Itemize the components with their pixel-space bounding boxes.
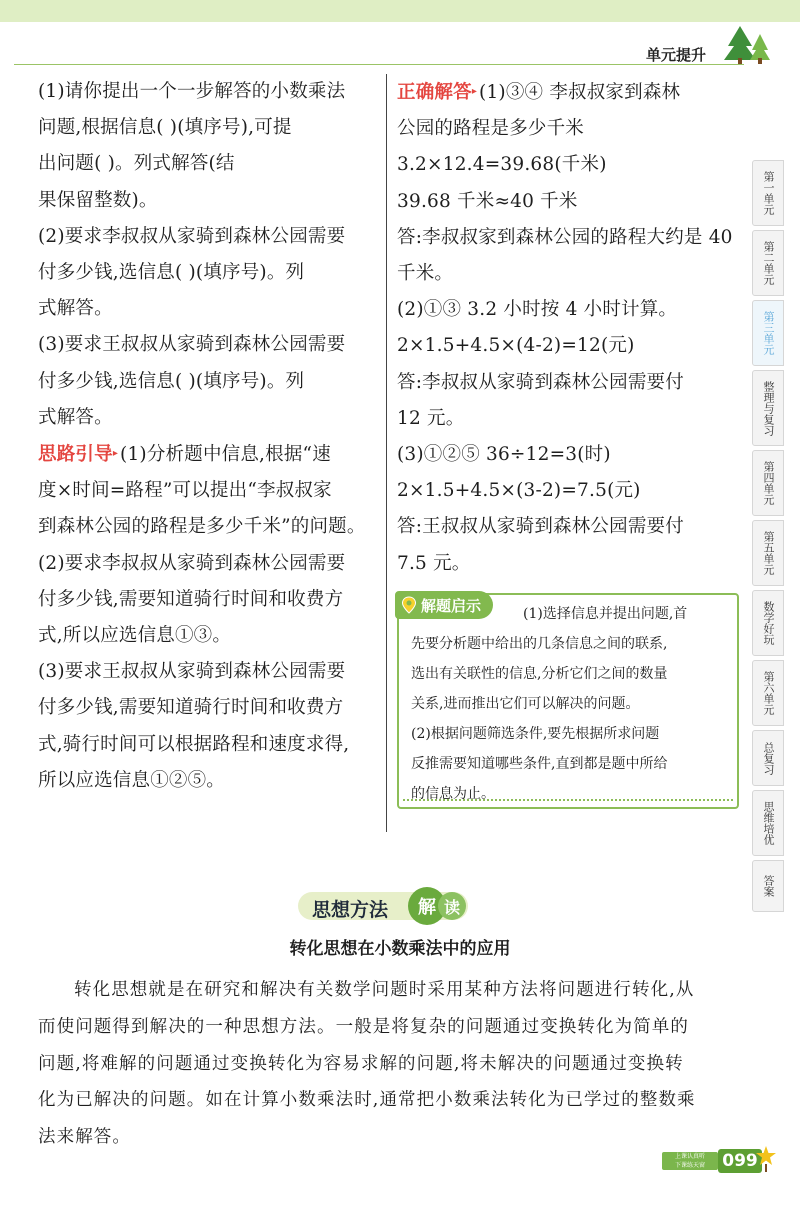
tips-line: 反推需要知道哪些条件,直到都是题中所给	[411, 756, 668, 772]
hint-label: 思路引导	[38, 444, 113, 466]
answer-text: (1)③④ 李叔叔家到森林	[479, 82, 681, 103]
paragraph-line: 化为已解决的问题。如在计算小数乘法时,通常把小数乘法转化为已学过的整数乘	[38, 1090, 696, 1111]
paragraph-line: 法来解答。	[38, 1127, 131, 1148]
question-line: 果保留整数)。	[38, 189, 158, 211]
hint-line: 式,骑行时间可以根据路程和速度求得,	[38, 733, 350, 755]
hint-line: 付多少钱,需要知道骑行时间和收费方	[38, 588, 344, 610]
hint-line: 付多少钱,需要知道骑行时间和收费方	[38, 697, 344, 719]
hint-line: 度×时间=路程”可以提出“李叔叔家	[38, 480, 332, 502]
banner-title: 思想方法	[312, 899, 389, 921]
answer-line: 3.2×12.4=39.68(千米)	[397, 154, 607, 176]
sidebar-tab-general-review[interactable]: 总复习	[752, 730, 784, 786]
section-subtitle: 转化思想在小数乘法中的应用	[289, 939, 511, 959]
question-line: (3)要求王叔叔从家骑到森林公园需要	[38, 334, 346, 356]
answer-label: 正确解答	[397, 82, 472, 103]
tips-line: 关系,进而推出它们可以解决的问题。	[411, 696, 640, 712]
answer-line: 千米。	[397, 263, 454, 285]
tips-line: 先要分析题中给出的几条信息之间的联系,	[411, 636, 668, 652]
slogan-line-2: 下课练天窗	[674, 1162, 705, 1169]
sidebar-tab-unit-5[interactable]: 第五单元	[752, 520, 784, 586]
page-number: 099	[718, 1149, 762, 1173]
answer-line: 答:李叔叔家到森林公园的路程大约是 40	[397, 226, 733, 248]
sidebar-tab-unit-4[interactable]: 第四单元	[752, 450, 784, 516]
hint-line: 到森林公园的路程是多少千米”的问题。	[38, 516, 366, 538]
tips-content	[411, 599, 733, 809]
sidebar-tab-review[interactable]: 整理与复习	[752, 370, 784, 446]
tips-line: 的信息为止。	[411, 786, 495, 802]
question-line: (1)请你提出一个一步解答的小数乘法	[38, 81, 346, 102]
hint-line: (2)要求李叔叔从家骑到森林公园需要	[38, 552, 346, 574]
top-color-bar	[0, 0, 800, 22]
question-line: 出问题( )。列式解答(结	[38, 153, 235, 175]
question-line: 问题,根据信息( )(填序号),可提	[38, 117, 292, 139]
tips-line: (2)根据问题筛选条件,要先根据所求问题	[411, 726, 660, 742]
star-tree-icon	[756, 1146, 776, 1172]
question-line: 式解答。	[38, 298, 113, 320]
sidebar-tab-thinking[interactable]: 思维培优	[752, 790, 784, 856]
answer-line: 2×1.5+4.5×(4-2)=12(元)	[397, 335, 635, 357]
answer-line: 答:李叔叔从家骑到森林公园需要付	[397, 371, 684, 393]
answer-line: 答:王叔叔从家骑到森林公园需要付	[397, 516, 684, 538]
header-rule	[14, 64, 744, 65]
answer-column	[397, 74, 742, 582]
hint-line: 式,所以应选信息①③。	[38, 625, 232, 647]
answer-line: 公园的路程是多少千米	[397, 118, 585, 140]
answer-first-line	[397, 74, 742, 111]
sidebar-tab-math-fun[interactable]: 数学好玩	[752, 590, 784, 656]
question-line: 式解答。	[38, 406, 113, 428]
tree-icon	[722, 24, 772, 64]
hint-text: (1)分析题中信息,根据“速	[120, 444, 331, 466]
sidebar-tab-unit-2[interactable]: 第二单元	[752, 230, 784, 296]
footer-slogan	[662, 1152, 718, 1170]
question-line: 付多少钱,选信息( )(填序号)。列	[38, 370, 305, 392]
section-paragraph	[38, 972, 750, 1156]
slogan-line-1: 上课认真听	[674, 1153, 705, 1160]
answer-line: 12 元。	[397, 407, 465, 429]
hint-line: 所以应选信息①②⑤。	[38, 769, 226, 791]
hint-line: (3)要求王叔叔从家骑到森林公园需要	[38, 661, 346, 683]
tips-box	[397, 593, 739, 809]
section-banner	[298, 886, 468, 926]
banner-char-1: 解	[408, 887, 446, 925]
tips-label: 解题启示	[421, 596, 482, 615]
question-line: (2)要求李叔叔从家骑到森林公园需要	[38, 225, 346, 247]
answer-line: (3)①②⑤ 36÷12=3(时)	[397, 444, 611, 466]
sidebar-tab-unit-6[interactable]: 第六单元	[752, 660, 784, 726]
arrow-icon: ▸	[112, 448, 119, 460]
arrow-icon: ▸	[471, 86, 478, 97]
paragraph-line: 问题,将难解的问题通过变换转化为容易求解的问题,将未解决的问题通过变换转	[38, 1053, 684, 1074]
sidebar-tab-answers[interactable]: 答案	[752, 860, 784, 912]
sidebar-tab-unit-1[interactable]: 第一单元	[752, 160, 784, 226]
sidebar-tab-unit-3[interactable]: 第三单元	[752, 300, 784, 366]
page-number-badge	[662, 1146, 770, 1174]
tips-line: (1)选择信息并提出问题,首	[523, 606, 688, 622]
answer-line: 2×1.5+4.5×(3-2)=7.5(元)	[397, 480, 641, 502]
question-line: 付多少钱,选信息( )(填序号)。列	[38, 262, 305, 284]
tips-dotted-rule	[403, 799, 733, 801]
hint-first-line	[38, 436, 378, 473]
tips-line: 选出有关联性的信息,分析它们之间的数量	[411, 666, 668, 682]
paragraph-line: 而使问题得到解决的一种思想方法。一般是将复杂的问题通过变换转化为简单的	[38, 1016, 689, 1037]
banner-char-2: 读	[438, 892, 466, 920]
paragraph-line: 转化思想就是在研究和解决有关数学问题时采用某种方法将问题进行转化,从	[74, 980, 695, 1000]
question-column	[38, 74, 378, 799]
column-divider	[386, 74, 387, 832]
answer-line: 7.5 元。	[397, 552, 471, 574]
answer-line: (2)①③ 3.2 小时按 4 小时计算。	[397, 299, 678, 321]
answer-line: 39.68 千米≈40 千米	[397, 190, 578, 212]
unit-title: 单元提升	[646, 46, 707, 64]
